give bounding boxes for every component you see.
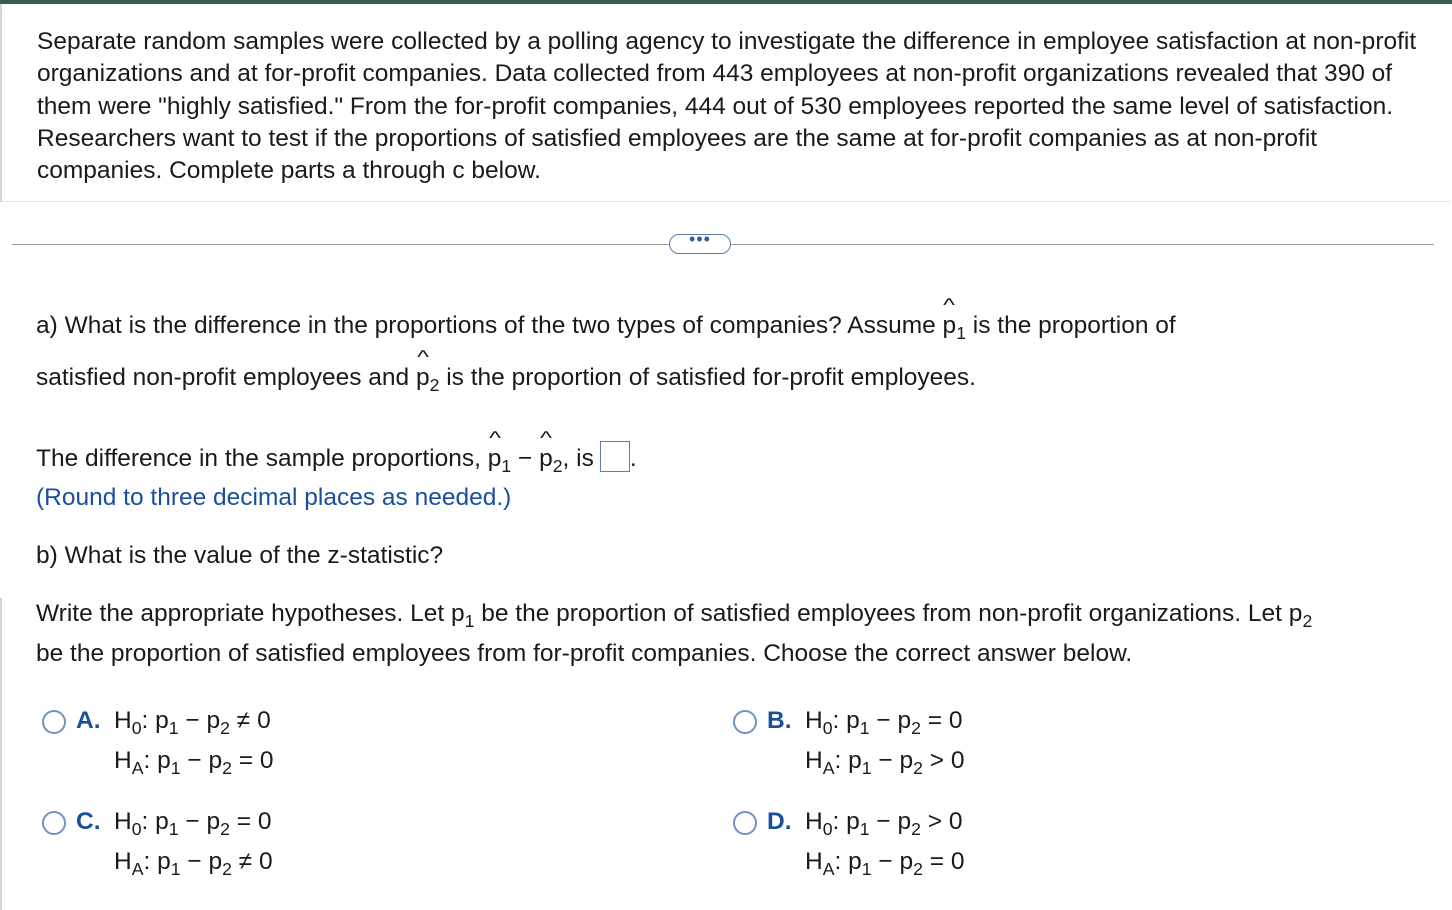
- option-a[interactable]: [42, 706, 274, 781]
- option-letter: C.: [76, 808, 101, 835]
- rounding-hint: (Round to three decimal places as needed.): [36, 484, 512, 511]
- difference-prompt: The difference in the sample proportions, ^ $p_1$ − ^ $p_2$, is .: [36, 441, 637, 473]
- radio-option-b[interactable]: [733, 710, 757, 734]
- option-letter: B.: [767, 707, 792, 734]
- alternative-hypothesis: $H_A$: $p_1 - p_2 = 0$: [805, 848, 965, 880]
- option-d[interactable]: [733, 807, 965, 882]
- part-a-question-line-2: satisfied non-profit employees and ^ $p_2$ is the proportion of satisfied for-profit employees.: [36, 364, 976, 392]
- option-hypotheses: [805, 802, 965, 882]
- option-hypotheses: [114, 701, 274, 781]
- alternative-hypothesis: $H_A$: $p_1 - p_2 > 0$: [805, 747, 965, 779]
- part-b-question: b) What is the value of the z-statistic?: [36, 542, 444, 569]
- problem-statement: Separate random samples were collected by a polling agency to investigate the difference in employee satisfaction at non-profit organizations and at for-profit companies. Data collected from 443 employees at non-profit organizations revealed that 390 of them were "highly satisfied." From the for-profit companies, 444 out of 530 employees reported the same level of satisfaction. Researchers want to test if the proportions of satisfied employees are the same at for-profit companies as at non-profit companies. Complete parts a through c below.: [37, 28, 1417, 185]
- option-hypotheses: [805, 701, 965, 781]
- option-hypotheses: [114, 802, 273, 882]
- alternative-hypothesis: $H_A$: $p_1 - p_2 \ne 0$: [114, 848, 273, 880]
- problem-intro-panel: [0, 4, 1450, 202]
- null-hypothesis: $H_0$: $p_1 - p_2 > 0$: [805, 808, 963, 840]
- alternative-hypothesis: $H_A$: $p_1 - p_2 = 0$: [114, 747, 274, 779]
- left-border: [0, 598, 2, 910]
- hypotheses-instruction-line-1: Write the appropriate hypotheses. Let $p_1$ be the proportion of satisfied employees from non-profit organizations. Let $p_2$: [36, 600, 1313, 632]
- p-hat-symbol: ^ p: [488, 445, 502, 473]
- option-c[interactable]: [42, 807, 273, 882]
- radio-option-c[interactable]: [42, 811, 66, 835]
- option-letter: D.: [767, 808, 792, 835]
- radio-option-d[interactable]: [733, 811, 757, 835]
- p-hat-symbol: ^ p: [943, 312, 957, 340]
- option-b[interactable]: [733, 706, 965, 781]
- null-hypothesis: $H_0$: $p_1 - p_2 = 0$: [805, 707, 963, 739]
- p-hat-symbol: ^ p: [416, 364, 430, 392]
- difference-answer-input[interactable]: [600, 441, 630, 472]
- option-letter: A.: [76, 707, 101, 734]
- radio-option-a[interactable]: [42, 710, 66, 734]
- null-hypothesis: $H_0$: $p_1 - p_2 = 0$: [114, 808, 272, 840]
- hypotheses-instruction-line-2: be the proportion of satisfied employees from for-profit companies. Choose the correct answer below.: [36, 640, 1133, 667]
- more-options-button[interactable]: •••: [669, 234, 731, 254]
- null-hypothesis: $H_0$: $p_1 - p_2 \ne 0$: [114, 707, 271, 739]
- part-a-question-line-1: a) What is the difference in the proportions of the two types of companies? Assume ^ $p_1$ is the proportion of: [36, 312, 1176, 340]
- p-hat-symbol: ^ p: [539, 445, 553, 473]
